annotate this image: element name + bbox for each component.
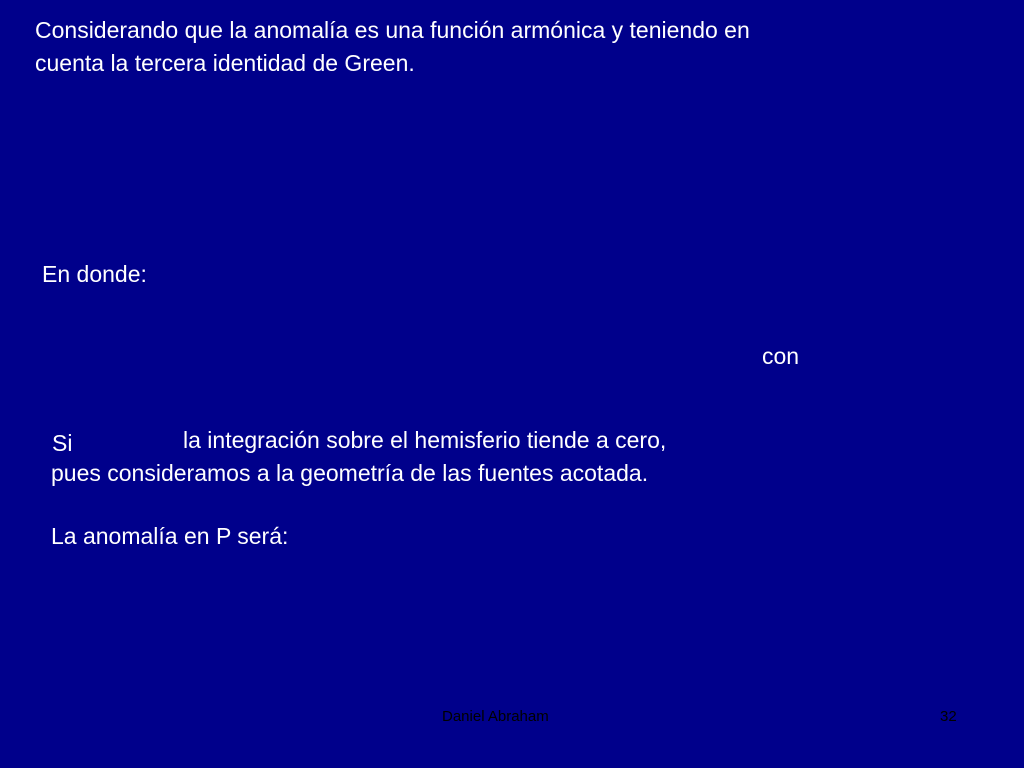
hemisferio-text: la integración sobre el hemisferio tiende a cero, xyxy=(183,427,667,453)
intro-line-1: Considerando que la anomalía es una función armónica y teniendo en xyxy=(35,17,750,43)
intro-line-2: cuenta la tercera identidad de Green. xyxy=(35,50,415,76)
pues-text: pues consideramos a la geometría de las fuentes acotada. xyxy=(51,460,649,486)
en-donde-label: En donde: xyxy=(42,261,147,287)
intro-paragraph xyxy=(35,14,965,80)
footer-author: Daniel Abraham xyxy=(442,708,549,725)
footer-page-number: 32 xyxy=(940,708,957,725)
anomalia-en-p-text: La anomalía en P será: xyxy=(51,523,289,549)
con-label: con xyxy=(762,343,800,369)
si-label: Si xyxy=(52,430,73,456)
